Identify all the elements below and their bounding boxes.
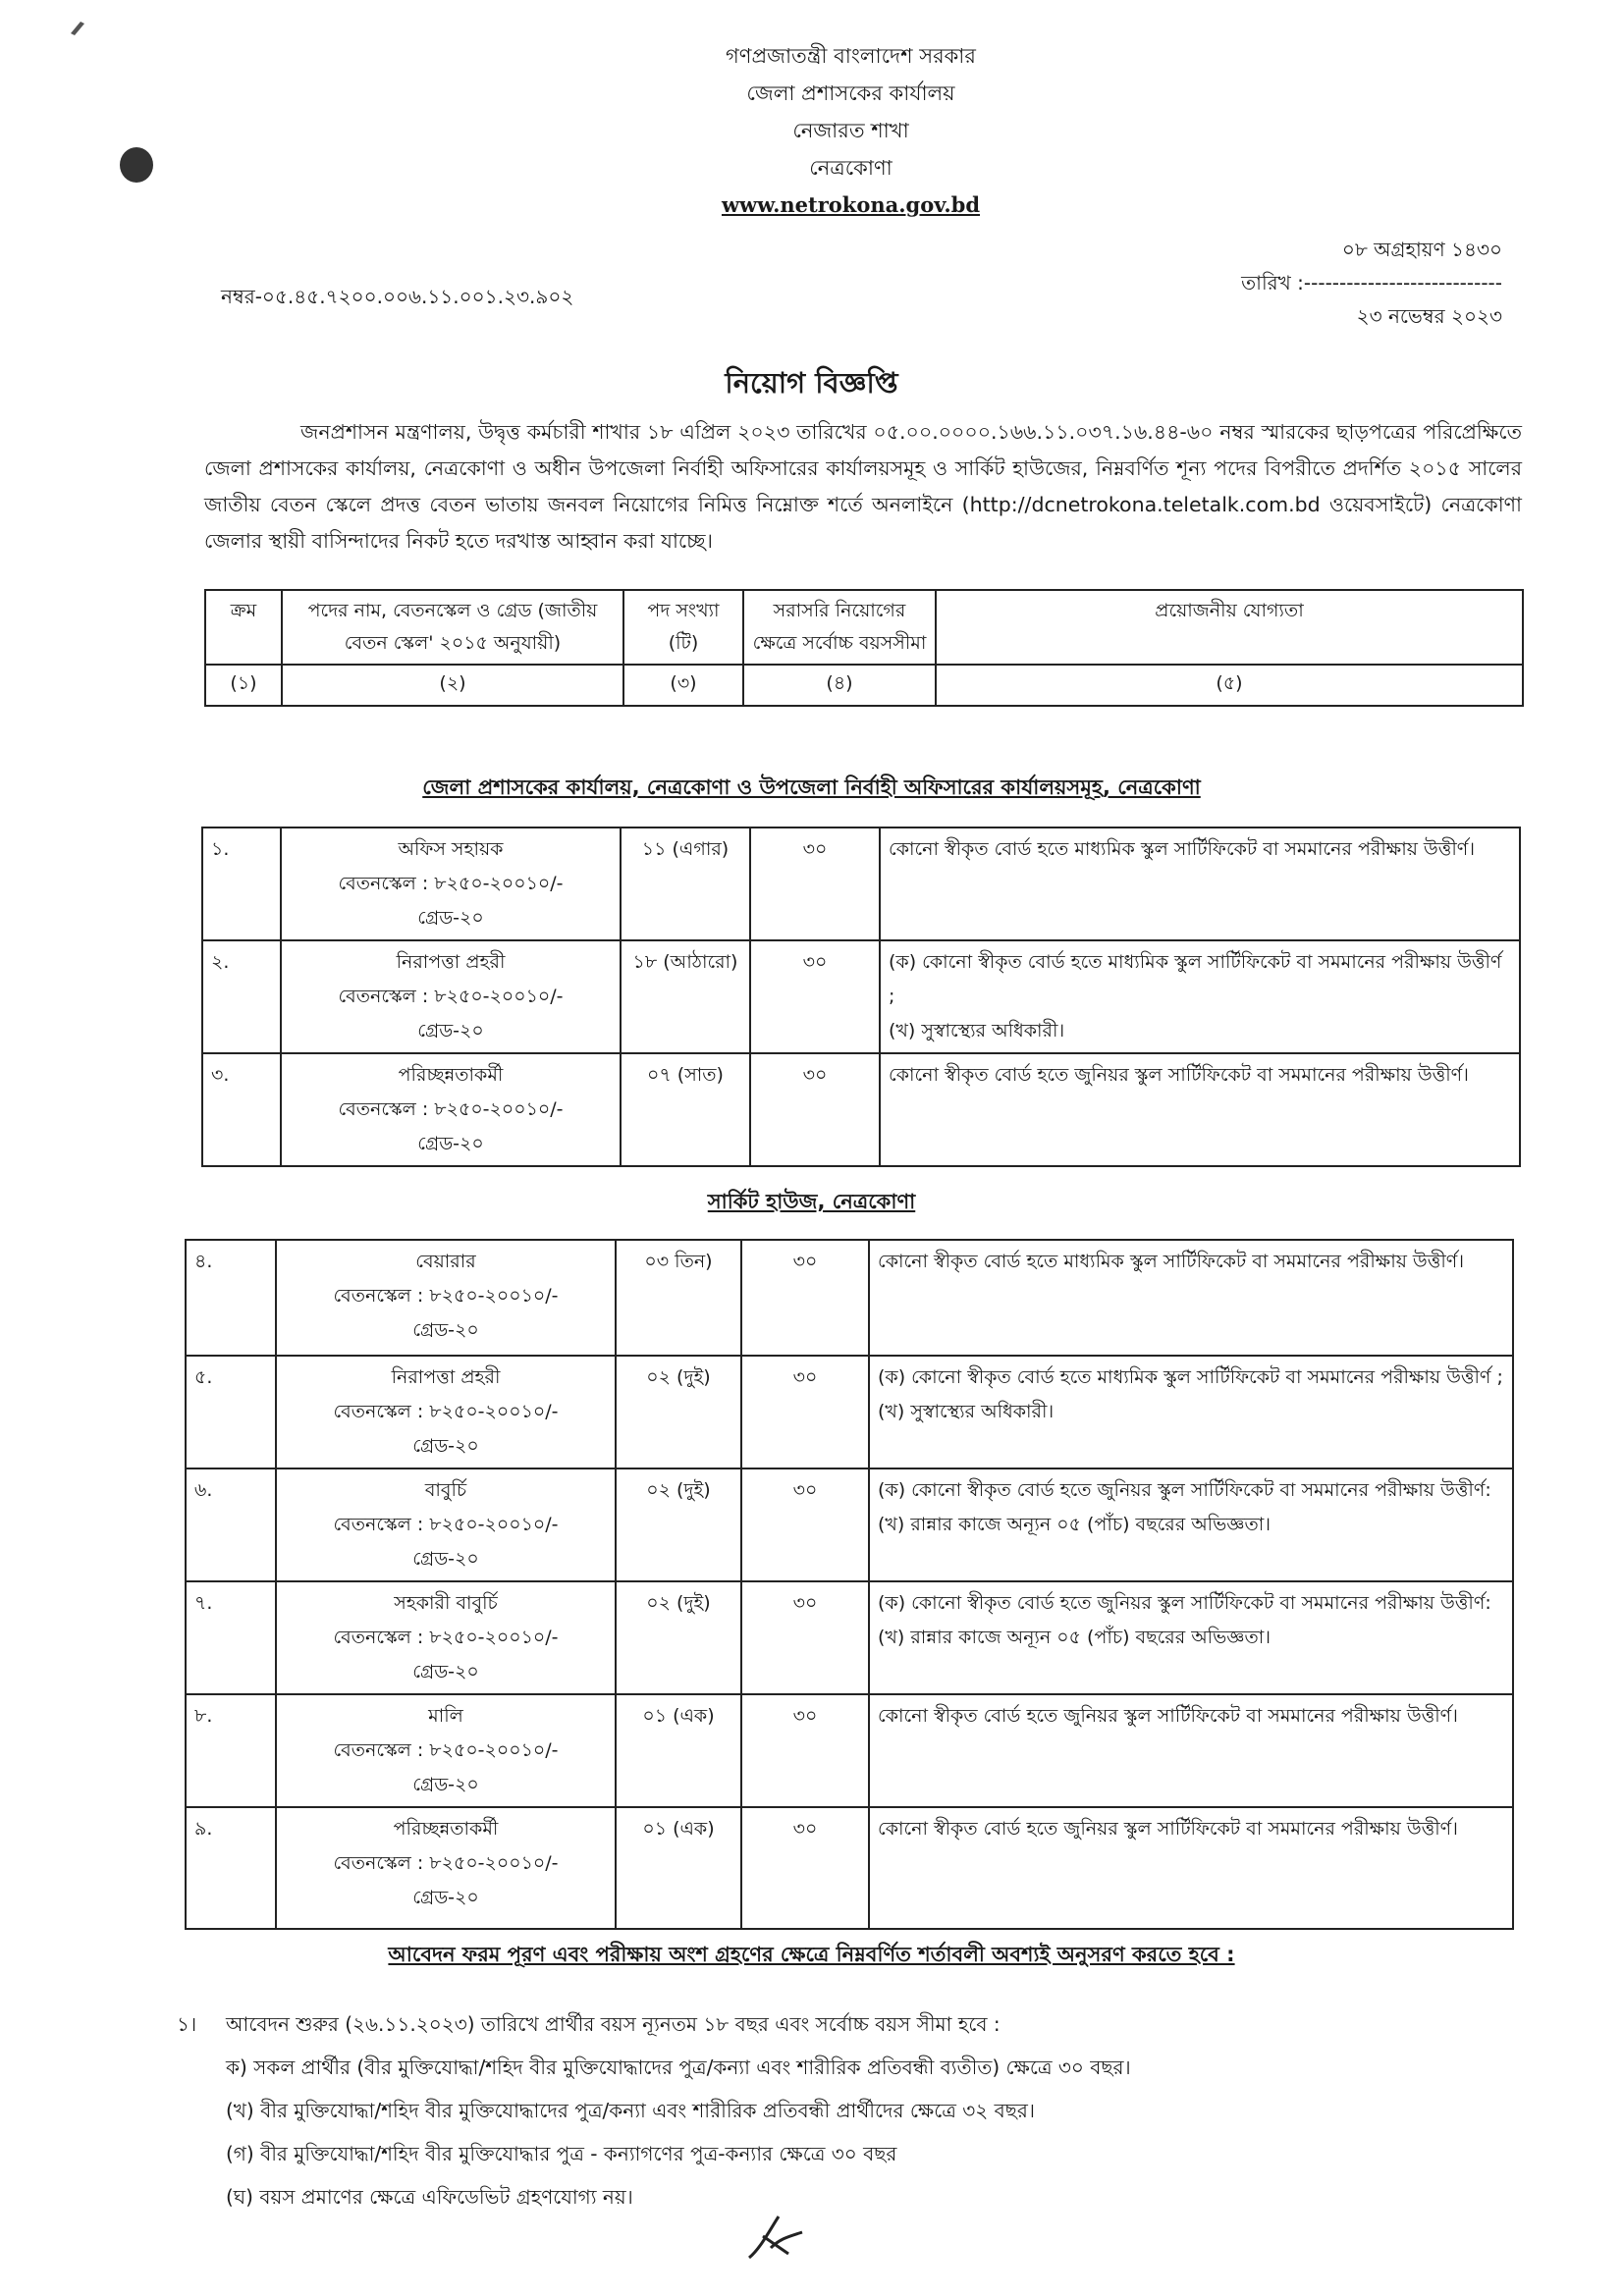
post-name: সহকারী বাবুর্চি bbox=[394, 1592, 498, 1614]
grade: গ্রেড-২০ bbox=[412, 1774, 479, 1795]
row-serial bbox=[186, 1807, 276, 1929]
table-row bbox=[202, 1053, 1520, 1166]
serial-text: ৫. bbox=[194, 1366, 213, 1388]
row-post bbox=[281, 940, 621, 1053]
condition-1-number: ১। bbox=[177, 2012, 197, 2036]
row-serial bbox=[186, 1240, 276, 1356]
row-qualification bbox=[880, 940, 1520, 1053]
max-age: ৩০ bbox=[802, 951, 828, 973]
pen-mark bbox=[69, 18, 88, 37]
post-name: মালি bbox=[428, 1705, 463, 1727]
conditions-list bbox=[177, 2002, 1512, 2218]
row-count bbox=[621, 828, 750, 940]
column-numbers bbox=[205, 665, 1523, 706]
intro-paragraph bbox=[204, 414, 1522, 560]
serial-text: ৩. bbox=[211, 1064, 230, 1086]
row-qualification bbox=[869, 1468, 1513, 1581]
post-name: নিরাপত্তা প্রহরী bbox=[391, 1366, 501, 1388]
col-num-2: (২) bbox=[282, 665, 623, 706]
max-age: ৩০ bbox=[792, 1251, 818, 1272]
condition-1d: (ঘ) বয়স প্রমাণের ক্ষেত্রে এফিডেভিট গ্রহণযোগ্য নয়। bbox=[226, 2185, 633, 2209]
condition-1b: (খ) বীর মুক্তিযোদ্ধা/শহিদ বীর মুক্তিযোদ্ধাদের পুত্র/কন্যা এবং শারীরিক প্রতিবন্ধী প্রার্থীদের ক্ষেত্রে ৩২ বছর। bbox=[226, 2099, 1036, 2122]
row-post bbox=[276, 1356, 616, 1468]
condition-1c: (গ) বীর মুক্তিযোদ্ধা/শহিদ বীর মুক্তিযোদ্ধার পুত্র - কন্যাগণের পুত্র-কন্যার ক্ষেত্রে ৩০ বছর bbox=[226, 2142, 897, 2165]
pay-scale: বেতনস্কেল : ৮২৫০-২০০১০/- bbox=[333, 1627, 559, 1648]
grade: গ্রেড-২০ bbox=[412, 1887, 479, 1908]
qualification-line-2: (খ) সুস্বাস্থ্যের অধিকারী। bbox=[889, 1020, 1065, 1041]
serial-text: ১. bbox=[211, 838, 230, 860]
post-name: নিরাপত্তা প্রহরী bbox=[396, 951, 506, 973]
intro-text: জনপ্রশাসন মন্ত্রণালয়, উদ্বৃত্ত কর্মচারী শাখার ১৮ এপ্রিল ২০২৩ তারিখের ০৫.০০.০০০০.১৬৬.১১.০৩৭.১৬.৪৪-৬০ নম্বর স্মারকের ছাড়পত্রের পরিপ্রেক্ষিতে জেলা প্রশাসকের কার্যালয়, নেত্রকোণা ও অধীন উপজেলা নির্বাহী অফিসারের কার্যালয়সমূহ ও সার্কিট হাউজের, নিম্নবর্ণিত শূন্য পদের বিপরীতে প্রদর্শিত ২০১৫ সালের জাতীয় বেতন স্কেলে প্রদত্ত বেতন ভাতায় জনবল নিয়োগের নিমিত্ত নিম্নোক্ত শর্তে অনলাইনে (http://dcnetrokona.teletalk.com.bd ওয়েবসাইটে) নেত্রকোণা জেলার স্থায়ী বাসিন্দাদের নিকট হতে দরখাস্ত আহ্বান করা যাচ্ছে। bbox=[204, 420, 1522, 553]
table-row bbox=[186, 1694, 1513, 1807]
serial-text: ৬. bbox=[194, 1479, 213, 1501]
row-qualification bbox=[880, 1053, 1520, 1166]
qualification-line-2: (খ) রান্নার কাজে অন্যূন ০৫ (পাঁচ) বছরের অভিজ্ঞতা। bbox=[878, 1514, 1271, 1535]
max-age: ৩০ bbox=[802, 838, 828, 860]
grade: গ্রেড-২০ bbox=[417, 1020, 484, 1041]
grade: গ্রেড-২০ bbox=[412, 1661, 479, 1682]
post-name: বাবুর্চি bbox=[424, 1479, 467, 1501]
condition-1a: ক) সকল প্রার্থীর (বীর মুক্তিযোদ্ধা/শহিদ বীর মুক্তিযোদ্ধাদের পুত্র/কন্যা এবং শারীরিক প্রতিবন্ধী ব্যতীত) ক্ষেত্রে ৩০ বছর। bbox=[226, 2056, 1131, 2079]
row-serial bbox=[202, 828, 281, 940]
pay-scale: বেতনস্কেল : ৮২৫০-২০০১০/- bbox=[338, 873, 564, 894]
website-link[interactable]: www.netrokona.gov.bd bbox=[721, 192, 981, 217]
max-age: ৩০ bbox=[792, 1818, 818, 1840]
post-count: ০২ (দুই) bbox=[646, 1479, 711, 1501]
post-count: ০২ (দুই) bbox=[646, 1366, 711, 1388]
section2-table bbox=[185, 1239, 1514, 1930]
row-post bbox=[276, 1581, 616, 1694]
row-serial bbox=[186, 1356, 276, 1468]
serial-text: ৮. bbox=[194, 1705, 213, 1727]
district-name: নেত্রকোণা bbox=[809, 156, 893, 180]
row-count bbox=[616, 1468, 741, 1581]
row-qualification bbox=[880, 828, 1520, 940]
qualification-line-1: কোনো স্বীকৃত বোর্ড হতে জুনিয়র স্কুল সার্টিফিকেট বা সমমানের পরীক্ষায় উত্তীর্ণ। bbox=[889, 1064, 1469, 1086]
max-age: ৩০ bbox=[792, 1479, 818, 1501]
post-count: ০১ (এক) bbox=[642, 1818, 715, 1840]
section2-rows bbox=[186, 1240, 1513, 1929]
post-count: ০২ (দুই) bbox=[646, 1592, 711, 1614]
row-post bbox=[276, 1240, 616, 1356]
col-num-4: (৪) bbox=[743, 665, 936, 706]
pay-scale: বেতনস্কেল : ৮২৫০-২০০১০/- bbox=[338, 986, 564, 1007]
row-count bbox=[616, 1356, 741, 1468]
table-row bbox=[186, 1468, 1513, 1581]
row-age bbox=[750, 1053, 880, 1166]
col-count: পদ সংখ্যা (টি) bbox=[623, 590, 743, 665]
memo-number: নম্বর-০৫.৪৫.৭২০০.০০৬.১১.০০১.২৩.৯০২ bbox=[221, 285, 574, 308]
section1-title: জেলা প্রশাসকের কার্যালয়, নেত্রকোণা ও উপজেলা নির্বাহী অফিসারের কার্যালয়সমূহ, নেত্রকোণা bbox=[422, 775, 1201, 799]
post-count: ০৭ (সাত) bbox=[647, 1064, 724, 1086]
row-post bbox=[276, 1807, 616, 1929]
date-label: তারিখ :---------------------------- bbox=[1241, 271, 1502, 294]
row-qualification bbox=[869, 1694, 1513, 1807]
row-count bbox=[616, 1581, 741, 1694]
office-header bbox=[0, 37, 1623, 224]
serial-text: ৯. bbox=[194, 1818, 213, 1840]
column-headers bbox=[205, 590, 1523, 665]
condition-1-text: আবেদন শুরুর (২৬.১১.২০২৩) তারিখে প্রার্থীর বয়স ন্যূনতম ১৮ বছর এবং সর্বোচ্চ বয়স সীমা হবে : bbox=[226, 2012, 1001, 2036]
grade: গ্রেড-২০ bbox=[417, 907, 484, 929]
table-row bbox=[186, 1240, 1513, 1356]
table-row bbox=[186, 1807, 1513, 1929]
col-qualification: প্রয়োজনীয় যোগ্যতা bbox=[936, 590, 1523, 665]
row-age bbox=[741, 1807, 869, 1929]
branch-name: নেজারত শাখা bbox=[792, 119, 909, 142]
row-age bbox=[741, 1240, 869, 1356]
qualification-line-2: (খ) সুস্বাস্থ্যের অধিকারী। bbox=[878, 1401, 1055, 1422]
qualification-line-1: (ক) কোনো স্বীকৃত বোর্ড হতে জুনিয়র স্কুল সার্টিফিকেট বা সমমানের পরীক্ষায় উত্তীর্ণ: bbox=[878, 1592, 1491, 1614]
row-serial bbox=[202, 1053, 281, 1166]
row-count bbox=[621, 1053, 750, 1166]
max-age: ৩০ bbox=[792, 1592, 818, 1614]
section2-title: সার্কিট হাউজ, নেত্রকোণা bbox=[707, 1190, 916, 1213]
col-num-5: (৫) bbox=[936, 665, 1523, 706]
government-name: গণপ্রজাতন্ত্রী বাংলাদেশ সরকার bbox=[726, 44, 976, 68]
max-age: ৩০ bbox=[802, 1064, 828, 1086]
table-row bbox=[202, 828, 1520, 940]
serial-text: ৭. bbox=[194, 1592, 213, 1614]
pay-scale: বেতনস্কেল : ৮২৫০-২০০১০/- bbox=[333, 1285, 559, 1307]
office-name: জেলা প্রশাসকের কার্যালয় bbox=[746, 81, 955, 105]
row-post bbox=[276, 1468, 616, 1581]
english-date: ২৩ নভেম্বর ২০২৩ bbox=[1356, 304, 1502, 328]
conditions-heading: আবেদন ফরম পূরণ এবং পরীক্ষায় অংশ গ্রহণের ক্ষেত্রে নিম্নবর্ণিত শর্তাবলী অবশ্যই অনুসরণ করতে হবে : bbox=[388, 1943, 1235, 1966]
pay-scale: বেতনস্কেল : ৮২৫০-২০০১০/- bbox=[333, 1514, 559, 1535]
row-qualification bbox=[869, 1581, 1513, 1694]
post-count: ১১ (এগার) bbox=[641, 838, 730, 860]
grade: গ্রেড-২০ bbox=[417, 1133, 484, 1154]
row-age bbox=[750, 828, 880, 940]
row-count bbox=[616, 1807, 741, 1929]
pay-scale: বেতনস্কেল : ৮২৫০-২০০১০/- bbox=[338, 1098, 564, 1120]
section1-rows bbox=[202, 828, 1520, 1166]
row-age bbox=[741, 1581, 869, 1694]
row-serial bbox=[186, 1694, 276, 1807]
row-post bbox=[281, 1053, 621, 1166]
post-count: ১৮ (আঠারো) bbox=[632, 951, 738, 973]
col-num-3: (৩) bbox=[623, 665, 743, 706]
post-count: ০১ (এক) bbox=[642, 1705, 715, 1727]
initial-signature bbox=[741, 2209, 810, 2268]
row-serial bbox=[186, 1468, 276, 1581]
serial-text: ৪. bbox=[194, 1251, 213, 1272]
date-block bbox=[1168, 236, 1502, 330]
row-count bbox=[616, 1694, 741, 1807]
pay-scale: বেতনস্কেল : ৮২৫০-২০০১০/- bbox=[333, 1852, 559, 1874]
qualification-line-1: (ক) কোনো স্বীকৃত বোর্ড হতে মাধ্যমিক স্কুল সার্টিফিকেট বা সমমানের পরীক্ষায় উত্তীর্ণ ; bbox=[889, 951, 1502, 1007]
row-qualification bbox=[869, 1356, 1513, 1468]
table-row bbox=[186, 1356, 1513, 1468]
section1-table bbox=[201, 827, 1521, 1167]
table-row bbox=[186, 1581, 1513, 1694]
notice-title: নিয়োগ বিজ্ঞপ্তি bbox=[725, 366, 898, 400]
post-count: ০৩ তিন) bbox=[644, 1251, 713, 1272]
row-post bbox=[276, 1694, 616, 1807]
max-age: ৩০ bbox=[792, 1366, 818, 1388]
row-count bbox=[621, 940, 750, 1053]
row-age bbox=[750, 940, 880, 1053]
post-name: পরিচ্ছন্নতাকর্মী bbox=[398, 1064, 504, 1086]
post-name: অফিস সহায়ক bbox=[398, 838, 504, 860]
row-age bbox=[741, 1356, 869, 1468]
header-table bbox=[204, 589, 1524, 707]
qualification-line-1: (ক) কোনো স্বীকৃত বোর্ড হতে মাধ্যমিক স্কুল সার্টিফিকেট বা সমমানের পরীক্ষায় উত্তীর্ণ ; bbox=[878, 1366, 1503, 1388]
col-serial: ক্রম bbox=[205, 590, 282, 665]
row-post bbox=[281, 828, 621, 940]
pay-scale: বেতনস্কেল : ৮২৫০-২০০১০/- bbox=[333, 1739, 559, 1761]
post-name: বেয়ারার bbox=[415, 1251, 476, 1272]
qualification-line-1: (ক) কোনো স্বীকৃত বোর্ড হতে জুনিয়র স্কুল সার্টিফিকেট বা সমমানের পরীক্ষায় উত্তীর্ণ: bbox=[878, 1479, 1491, 1501]
grade: গ্রেড-২০ bbox=[412, 1548, 479, 1570]
max-age: ৩০ bbox=[792, 1705, 818, 1727]
row-serial bbox=[202, 940, 281, 1053]
pay-scale: বেতনস্কেল : ৮২৫০-২০০১০/- bbox=[333, 1401, 559, 1422]
qualification-line-1: কোনো স্বীকৃত বোর্ড হতে মাধ্যমিক স্কুল সার্টিফিকেট বা সমমানের পরীক্ষায় উত্তীর্ণ। bbox=[889, 838, 1476, 860]
grade: গ্রেড-২০ bbox=[412, 1435, 479, 1457]
table-row bbox=[202, 940, 1520, 1053]
qualification-line-1: কোনো স্বীকৃত বোর্ড হতে মাধ্যমিক স্কুল সার্টিফিকেট বা সমমানের পরীক্ষায় উত্তীর্ণ। bbox=[878, 1251, 1465, 1272]
post-name: পরিচ্ছন্নতাকর্মী bbox=[393, 1818, 499, 1840]
col-post: পদের নাম, বেতনস্কেল ও গ্রেড (জাতীয় বেতন স্কেল' ২০১৫ অনুযায়ী) bbox=[282, 590, 623, 665]
qualification-line-1: কোনো স্বীকৃত বোর্ড হতে জুনিয়র স্কুল সার্টিফিকেট বা সমমানের পরীক্ষায় উত্তীর্ণ। bbox=[878, 1818, 1458, 1840]
row-age bbox=[741, 1694, 869, 1807]
qualification-line-2: (খ) রান্নার কাজে অন্যূন ০৫ (পাঁচ) বছরের অভিজ্ঞতা। bbox=[878, 1627, 1271, 1648]
qualification-line-1: কোনো স্বীকৃত বোর্ড হতে জুনিয়র স্কুল সার্টিফিকেট বা সমমানের পরীক্ষায় উত্তীর্ণ। bbox=[878, 1705, 1458, 1727]
row-qualification bbox=[869, 1807, 1513, 1929]
row-serial bbox=[186, 1581, 276, 1694]
row-count bbox=[616, 1240, 741, 1356]
serial-text: ২. bbox=[211, 951, 230, 973]
row-qualification bbox=[869, 1240, 1513, 1356]
col-age: সরাসরি নিয়োগের ক্ষেত্রে সর্বোচ্চ বয়সসীমা bbox=[743, 590, 936, 665]
bangla-date: ০৮ অগ্রহায়ণ ১৪৩০ bbox=[1341, 238, 1502, 261]
col-num-1: (১) bbox=[205, 665, 282, 706]
condition-1 bbox=[177, 2002, 1512, 2046]
grade: গ্রেড-২০ bbox=[412, 1319, 479, 1341]
row-age bbox=[741, 1468, 869, 1581]
